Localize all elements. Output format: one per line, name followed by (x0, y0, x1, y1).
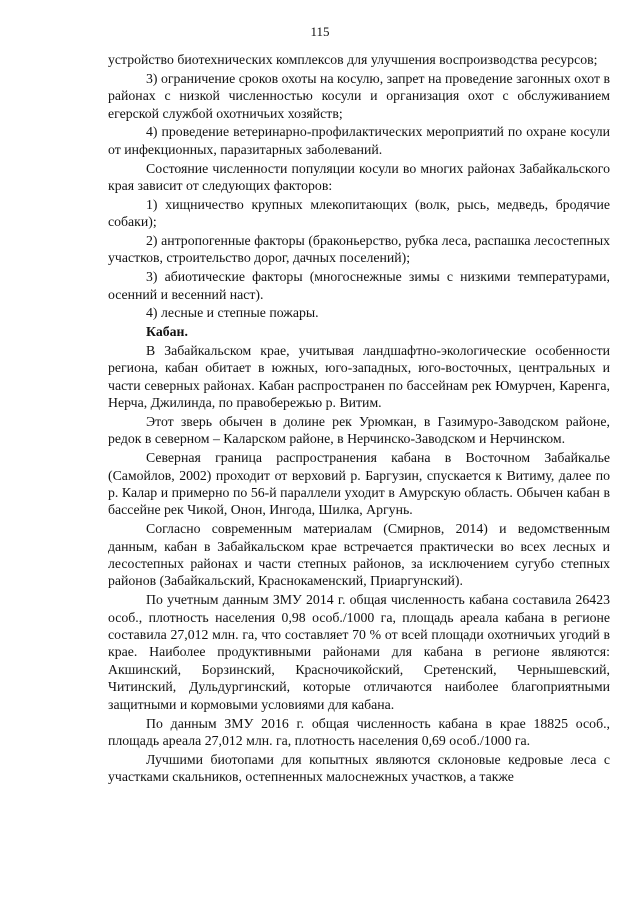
page-body (108, 51, 610, 787)
paragraph: В Забайкальском крае, учитывая ландшафтно-экологические особенности региона, кабан обитает в южных, юго-западных, юго-восточных, центральных и части северных районах. Кабан распространен по бассейнам рек Юмурчен, Каренга, Нерча, Джилинда, по правобережью р. Витим. (108, 343, 610, 411)
paragraph: Северная граница распространения кабана в Восточном Забайкалье (Самойлов, 2002) проходит от верховий р. Баргузин, спускается к Витиму, далее по р. Калар и примерно по 56-й параллели уходит в Амурскую область. Обычен кабан в бассейне рек Чикой, Онон, Ингода, Шилка, Аргунь. (108, 450, 610, 518)
paragraph: По данным ЗМУ 2016 г. общая численность кабана в крае 18825 особ., площадь ареала 27,012 млн. га, плотность населения 0,69 особ./1000 га. (108, 715, 610, 748)
paragraph: 3) ограничение сроков охоты на косулю, запрет на проведение загонных охот в районах с низкой численностью косули и организация охот с обслуживанием егерской службой охотничьих хозяйств; (108, 70, 610, 121)
paragraph: 2) антропогенные факторы (браконьерство, рубка леса, распашка лесостепных участков, строительство дорог, дачных поселений); (108, 233, 610, 266)
paragraph: устройство биотехнических комплексов для улучшения воспроизводства ресурсов; (108, 52, 598, 67)
page-number: 115 (310, 24, 330, 39)
paragraph: Этот зверь обычен в долине рек Урюмкан, в Газимуро-Заводском районе, редок в северном – Каларском районе, в Нерчинско-Заводском и Нерчинском. (108, 414, 610, 447)
paragraph: По учетным данным ЗМУ 2014 г. общая численность кабана составила 26423 особ., плотность населения 0,98 особ./1000 га, площадь ареала кабана в регионе составила 27,012 млн. га, что составляет 70 % от всей площади охотничьих угодий в крае. Наиболее продуктивными районами для кабана в регионе являются: Акшинский, Борзинский, Красночикойский, Сретенский, Чернышевский, Читинский, Дульдургинский, которые отличаются наиболее благоприятными защитными и кормовыми условиями для кабана. (108, 592, 610, 712)
paragraph: 1) хищничество крупных млекопитающих (волк, рысь, медведь, бродячие собаки); (108, 196, 610, 230)
paragraph: 4) лесные и степные пожары. (146, 305, 319, 321)
paragraph: Состояние численности популяции косули во многих районах Забайкальского края зависит от следующих факторов: (108, 160, 610, 194)
paragraph: 3) абиотические факторы (многоснежные зимы с низкими температурами, осенний и весенний наст). (108, 269, 610, 302)
paragraph: Лучшими биотопами для копытных являются склоновые кедровые леса с участками скальников, остепненных малоснежных участков, а также (108, 751, 610, 785)
paragraph: 4) проведение ветеринарно-профилактических мероприятий по охране косули от инфекционных, паразитарных заболеваний. (108, 124, 610, 157)
paragraph: Согласно современным материалам (Смирнов, 2014) и ведомственным данным, кабан в Забайкальском крае встречается практически во всех лесных и лесостепных районах и части степных районов, за исключением сугубо степных районов (Забайкальский, Краснокаменский, Приаргунский). (108, 521, 610, 589)
section-heading: Кабан. (146, 324, 188, 340)
